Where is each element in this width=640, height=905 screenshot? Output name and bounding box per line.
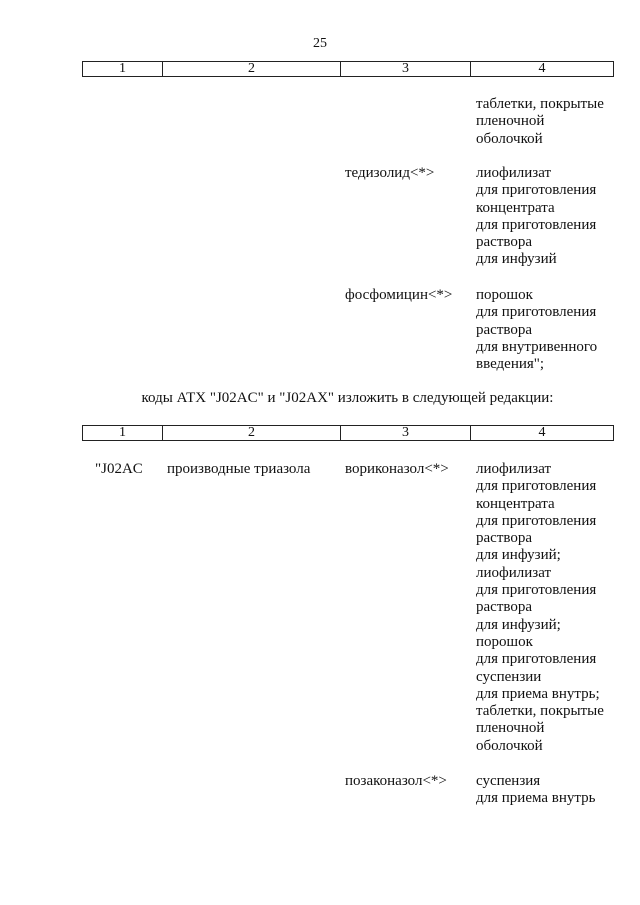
dosage-form-cell: порошок для приготовления раствора для внутривенного введения"; bbox=[476, 287, 598, 373]
dosage-form-cell: лиофилизат для приготовления концентрата для приготовления раствора для инфузий bbox=[476, 165, 597, 268]
column-header-2: 2 bbox=[163, 62, 341, 77]
column-header-table-2 bbox=[82, 425, 614, 441]
drug-group: производные триазола bbox=[167, 461, 311, 477]
column-header-table-1 bbox=[82, 61, 614, 77]
instruction-paragraph: коды АТХ "J02AC" и "J02AX" изложить в следующей редакции: bbox=[141, 390, 554, 406]
column-header-3: 3 bbox=[341, 62, 471, 77]
atc-code: "J02AC bbox=[95, 461, 143, 477]
drug-name: фосфомицин<*> bbox=[345, 287, 453, 303]
drug-name: позаконазол<*> bbox=[345, 773, 447, 789]
column-header-1: 1 bbox=[83, 62, 163, 77]
drug-name: вориконазол<*> bbox=[345, 461, 449, 477]
column-header-2: 2 bbox=[163, 426, 341, 441]
page-number: 25 bbox=[313, 36, 327, 51]
dosage-form-cell: суспензия для приема внутрь bbox=[476, 773, 596, 807]
column-header-3: 3 bbox=[341, 426, 471, 441]
column-header-1: 1 bbox=[83, 426, 163, 441]
column-header-4: 4 bbox=[471, 62, 614, 77]
dosage-form-cell: лиофилизат для приготовления концентрата для приготовления раствора для инфузий; лиофилизат для приготовления раствора для инфузий; порошок для приготовления суспензии для приема внутрь; таблетки, покрытые пленочной оболочкой bbox=[476, 461, 604, 754]
dosage-form-cell: таблетки, покрытые пленочной оболочкой bbox=[476, 96, 604, 147]
drug-name: тедизолид<*> bbox=[345, 165, 435, 181]
column-header-4: 4 bbox=[471, 426, 614, 441]
